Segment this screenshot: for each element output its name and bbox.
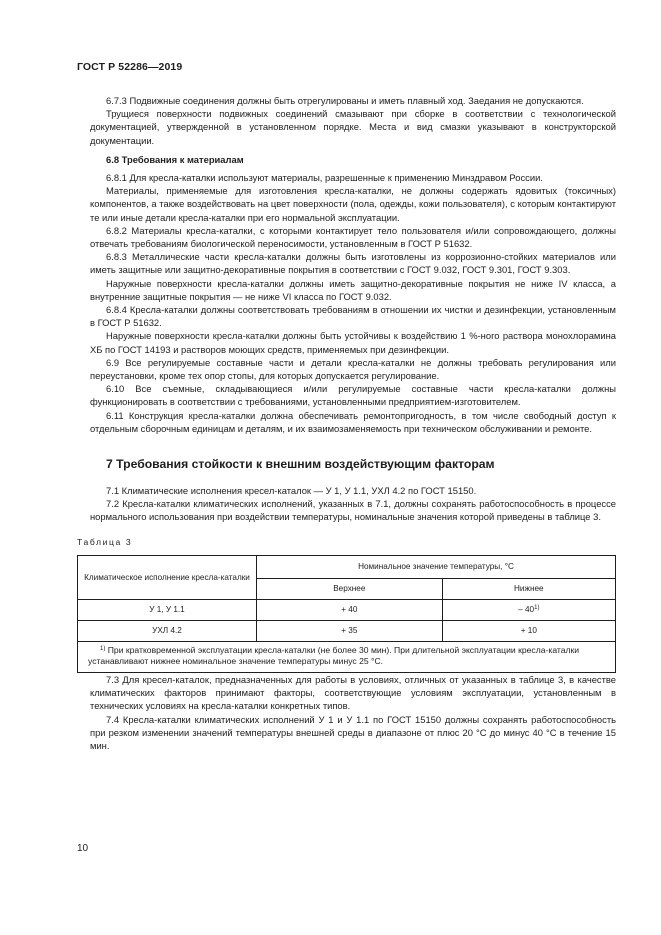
cell-lower: [442, 599, 615, 620]
header-lower: Нижнее: [442, 578, 615, 599]
paragraph-6-8-1: 6.8.1 Для кресла-каталки используют материалы, разрешенные к применению Минздравом России.: [106, 172, 543, 184]
paragraph-7-1: 7.1 Климатические исполнения кресел-каталок — У 1, У 1.1, УХЛ 4.2 по ГОСТ 15150.: [106, 485, 477, 497]
paragraph-6-9: 6.9 Все регулируемые составные части и детали кресла-каталки не должны требовать регулирования или переустановки, кроме тех опор стопы, для которых допускается регулирование.: [90, 356, 616, 382]
cell-upper: + 40: [257, 599, 443, 620]
section-7-title: 7 Требования стойкости к внешним воздействующим факторам: [106, 457, 495, 472]
page-number: 10: [77, 843, 89, 854]
paragraph-6-7-3: 6.7.3 Подвижные соединения должны быть отрегулированы и иметь плавный ход. Заедания не допускаются.: [106, 95, 584, 106]
document-body: [77, 94, 616, 752]
paragraph-coatings-class: Наружные поверхности кресла-каталки должны иметь защитно-декоративные покрытия не ниже IV класса, а внутренние защитные покрытия — не ниже VI класса по ГОСТ 9.032.: [90, 277, 616, 302]
footnote-text: При кратковременной эксплуатации кресла-каталки (не более 30 мин). При длительной эксплуатации кресла-каталки устанавливают нижнее номинальное значение температуры минус 25 °С.: [88, 644, 580, 667]
footnote-mark: 1): [100, 645, 106, 652]
cell-upper: + 35: [257, 620, 443, 641]
table-footnote: [78, 641, 616, 672]
paragraph-disinfection: Наружные поверхности кресла-каталки должны быть устойчивы к воздействию 1 %-ного раствора монохлорамина ХБ по ГОСТ 14193 и растворов моющих средств, применяемых при дезинфекции.: [90, 330, 616, 355]
cell-lower: + 10: [442, 620, 615, 641]
paragraph-materials-toxic: Материалы, применяемые для изготовления кресла-каталки, не должны содержать ядовитых (токсичных) компонентов, а также воздействовать на цвет поверхности (пола, одежды, кожи пользователя), с которым контактируют те или иные детали кресла-каталки при его нормальной эксплуатации.: [90, 185, 616, 223]
table-header-row: [78, 555, 616, 578]
table-row: [78, 620, 616, 641]
paragraph-7-2: 7.2 Кресла-каталки климатических исполнений, указанных в 7.1, должны сохранять работоспособность в процессе нормального использования при воздействии температуры, номинальные значения которой приведены в таблице 3.: [90, 498, 616, 523]
table-row: [78, 599, 616, 620]
footnote-ref: 1): [534, 605, 540, 612]
paragraph-6-8-2: 6.8.2 Материалы кресла-каталки, с которыми контактирует тело пользователя и/или сопровождающего, должны отвечать требованиям биологической переносимости, установленным в ГОСТ Р 51632.: [90, 224, 616, 250]
paragraph-6-8-3: 6.8.3 Металлические части кресла-каталки должны быть изготовлены из коррозионно-стойких материалов или иметь защитные или защитно-декоративные покрытия в соответствии с ГОСТ 9.032, ГОСТ 9.301, ГОСТ 9.303.: [90, 251, 616, 276]
subsection-6-8-title: 6.8 Требования к материалам: [106, 153, 244, 165]
paragraph-7-3: 7.3 Для кресел-каталок, предназначенных для работы в условиях, отличных от указанных в таблице 3, в качестве климатических факторов принимают факторы, соответствующие условиям эксплуатации, установленным в технических условиях на кресла-каталки конкретных типов.: [90, 674, 616, 712]
paragraph-7-4: 7.4 Кресла-каталки климатических исполнений У 1 и У 1.1 по ГОСТ 15150 должны сохранять работоспособность при резком изменении значений температуры внешней среды в диапазоне от плюс 20 °С до минус 40 °С в течение 15 мин.: [90, 713, 616, 752]
table-caption: Таблица 3: [77, 536, 133, 547]
header-temperature-group: Номинальное значение температуры, °С: [257, 555, 616, 578]
cell-lower-value: – 40: [518, 605, 535, 615]
standard-header: ГОСТ Р 52286—2019: [77, 61, 183, 73]
paragraph-lubrication: Трущиеся поверхности подвижных соединений смазывают при сборке в соответствии с технологической документацией, утвержденной в установленном порядке. Места и вид смазки указывают в конструкторской документации.: [90, 108, 616, 146]
header-upper: Верхнее: [257, 578, 443, 599]
paragraph-6-8-4: 6.8.4 Кресла-каталки должны соответствовать требованиям в отношении их чистки и дезинфекции, установленным в ГОСТ Р 51632.: [90, 304, 616, 329]
paragraph-6-10: 6.10 Все съемные, складывающиеся и/или регулируемые составные части кресла-каталки должны функционировать в соответствии с требованиями, установленными предприятием-изготовителем.: [90, 383, 616, 408]
table-footnote-row: [78, 641, 616, 672]
cell-version: У 1, У 1.1: [78, 599, 257, 620]
table-3: [77, 555, 616, 673]
cell-version: УХЛ 4.2: [78, 620, 257, 641]
header-climate-version: Климатическое исполнение кресла-каталки: [78, 555, 257, 599]
paragraph-6-11: 6.11 Конструкция кресла-каталки должна обеспечивать ремонтопригодность, в том числе свободный доступ к отдельным сборочным единицам и деталям, и их взаимозаменяемость при техническом обслуживании и ремонте.: [90, 409, 616, 434]
